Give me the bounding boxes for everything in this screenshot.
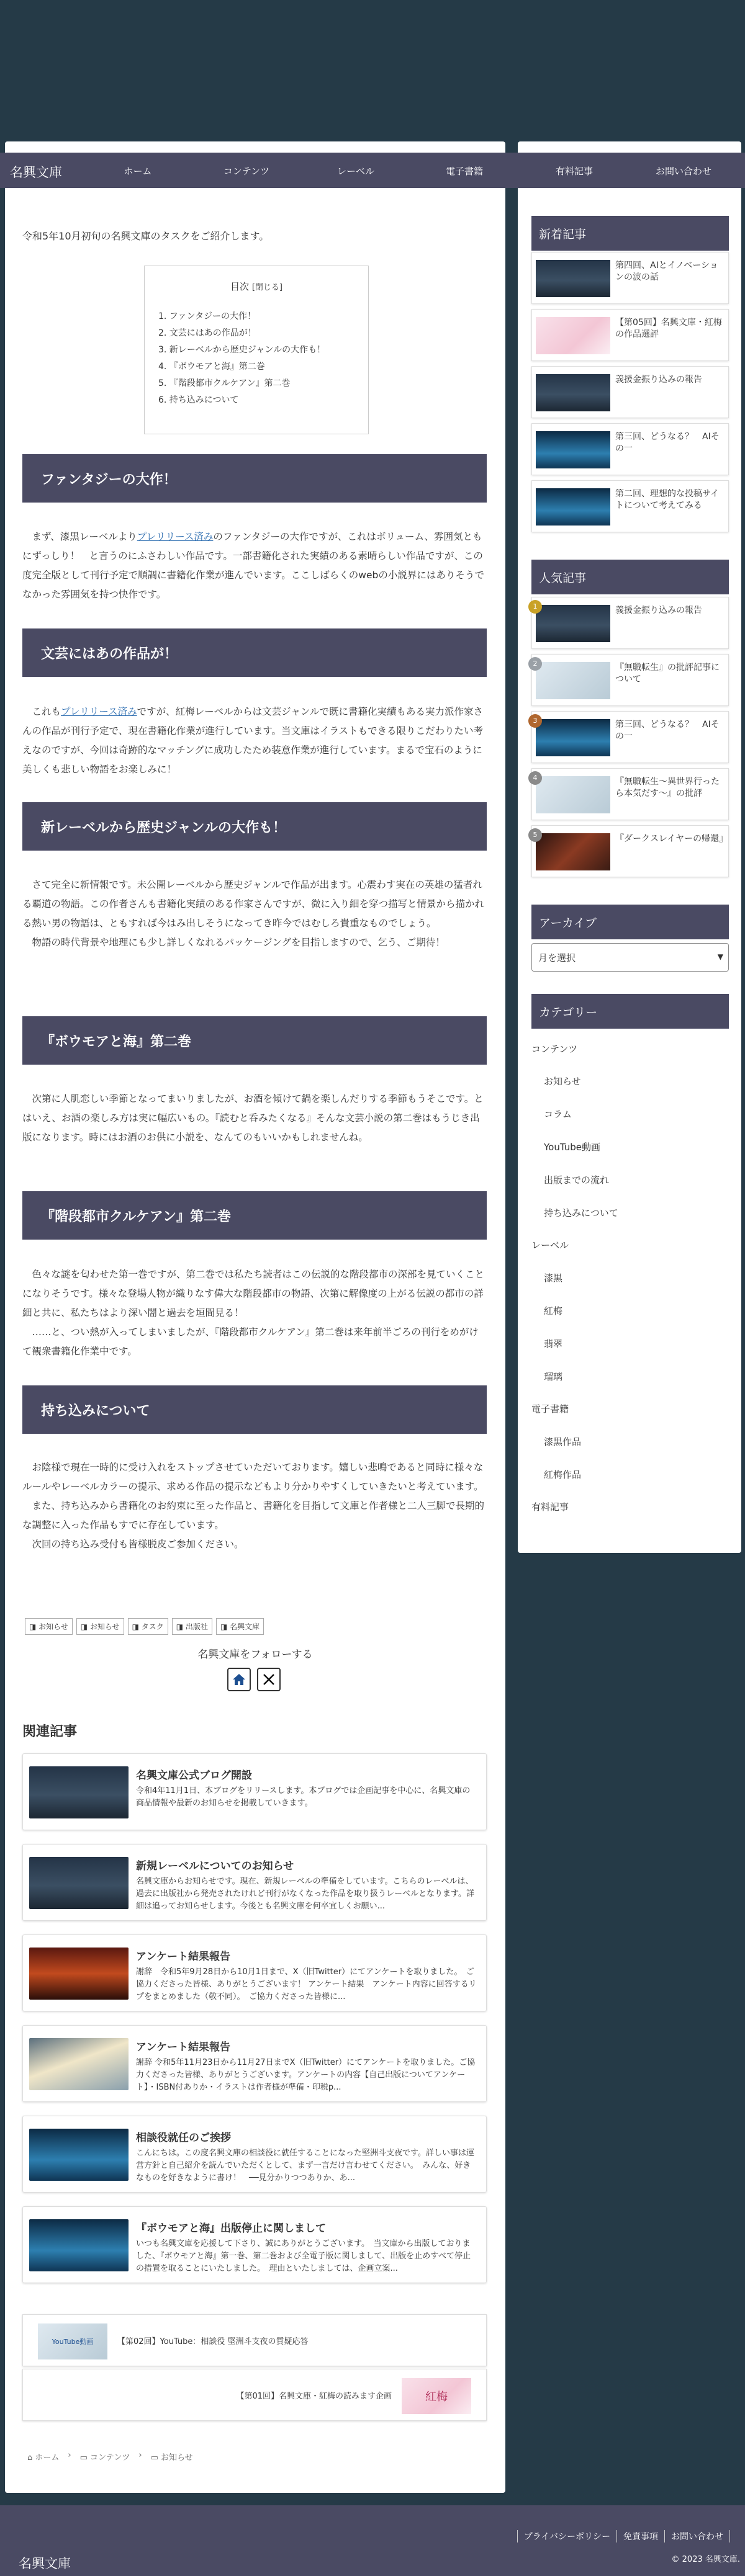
related-thumbnail [29, 2038, 129, 2090]
rank-badge: 5 [528, 828, 542, 842]
related-title: アンケート結果報告 [136, 2041, 230, 2054]
tag[interactable]: ◨ タスク [128, 1618, 168, 1635]
section-paragraph: 色々な謎を匂わせた第一巻ですが、第二巻では私たち読者はこの伝説的な階段都市の深部を見ていくことになりそうです。様々な登場人物が織りなす偉大な階段都市の物語、次第に解像度の上がる伝説の都市の詳細と共に、私たちはより深い闇と過去を垣間見る！ ……と、つい熱が入ってしまいましたが、『階段都市クルケアン』第二巻は来年前半ごろの刊行をめがけて観衆書籍化作業中です。 [22, 1269, 485, 1357]
footer-brand[interactable]: 名興文庫 [19, 2556, 71, 2571]
related-title: 名興文庫公式ブログ開設 [136, 1769, 252, 1782]
related-card[interactable] [22, 1844, 487, 1921]
archive-heading: アーカイブ [531, 905, 729, 939]
follow-label: 名興文庫をフォローする [197, 1648, 313, 1661]
nav-item-label[interactable]: レーベル [336, 166, 374, 177]
nav-item-ebook[interactable]: 電子書籍 [445, 166, 483, 177]
section-heading: ファンタジーの大作！ [22, 454, 487, 503]
toc-item[interactable]: 5. 『階段都市クルケアン』第二巻 [158, 378, 291, 388]
related-card[interactable] [22, 1753, 487, 1830]
category-item[interactable]: 漆黒 [544, 1272, 563, 1284]
tag[interactable]: ◨ 名興文庫 [216, 1618, 264, 1635]
new-post-thumbnail [536, 488, 610, 525]
new-post-thumbnail [536, 260, 610, 297]
footer-link-contact[interactable]: お問い合わせ [664, 2530, 730, 2542]
new-post-thumbnail [536, 431, 610, 468]
new-post-item[interactable]: 【第05回】名興文庫・紅梅の作品選評 [531, 309, 729, 361]
section-paragraph: まず、漆黒レーベルよりプレリリース済みのファンタジーの大作ですが、これはボリューム、雰囲気ともにずっしり！ と言うのにふさわしい作品です。一部書籍化された実績のある素晴らしい作品ですが、この度完全版として刊行予定で順調に書籍化作業が進んでいます。ここしばらくのwebの小説界にはありそうでなかった雰囲気を持つ快作です。 [22, 531, 484, 600]
related-excerpt: 名興文庫からお知らせです。現在、新規レーベルの準備をしています。こちらのレーベルは、過去に出版社から発売されたけれど刊行がなくなった作品を取り扱うレーベルとなります。詳細は追ってお知らせします。今後とも名興文庫を何卒宜しくお願い... [136, 1877, 474, 1911]
prev-post-link[interactable] [22, 2314, 487, 2366]
toc-item[interactable]: 6. 持ち込みについて [158, 395, 239, 405]
new-post-thumbnail [536, 317, 610, 354]
toc-title: 目次 [230, 281, 250, 292]
prev-post-title: 【第02回】YouTube：相談役 堅洲斗支夜の質疑応答 [117, 2337, 309, 2346]
related-excerpt: いつも名興文庫を応援して下さり、誠にありがとうございます。 当文庫から出版しておりました、『ボウモアと海』第一巻、第二巻および全電子版に関しまして、出版を止めすべて停止の措置を取ることにいたしました。 理由といたしましては、企画立案... [136, 2239, 471, 2273]
next-post-link[interactable] [22, 2369, 487, 2421]
related-thumbnail [29, 2219, 129, 2271]
popular-post-thumbnail [536, 605, 610, 642]
related-excerpt: 令和4年11月1日、本ブログをリリースします。本ブログでは企画記事を中心に、名興文庫の商品情報や最新のお知らせを掲載していきます。 [136, 1786, 471, 1808]
category-item[interactable]: 持ち込みについて [544, 1207, 618, 1219]
new-posts-heading: 新着記事 [531, 216, 729, 251]
section-heading: 『階段都市クルケアン』第二巻 [22, 1191, 487, 1240]
related-title: 新規レーベルについてのお知らせ [136, 1860, 294, 1872]
popular-post-item[interactable]: 1 義援金振り込みの報告 [531, 597, 729, 649]
related-thumbnail [29, 1857, 129, 1909]
archive-select[interactable]: 月を選択 ▼ [531, 943, 729, 972]
section-paragraph: お陰様で現在一時的に受け入れをストップさせていただいております。嬉しい悲鳴であると同時に様々なルールやレーベルカラーの提示、求める作品の提示などもより分かりやすくしていきたいと考えています。 また、持ち込みから書籍化のお約束に至った作品と、書籍化を目指して文庫と作者様と二人三脚で長期的な調整に入った作品もすでに存在しています。 次回の持ち込み受付も皆様脱皮ご参加ください。 [22, 1462, 485, 1550]
rank-badge: 1 [528, 600, 542, 614]
breadcrumb-item[interactable]: ▭ お知らせ [150, 2453, 193, 2462]
footer-links [517, 2530, 730, 2542]
prev-post-thumbnail: YouTube動画 [38, 2323, 107, 2359]
related-card[interactable] [22, 1934, 487, 2011]
new-post-item[interactable]: 義援金振り込みの報告 [531, 366, 729, 418]
related-heading: 関連記事 [22, 1724, 78, 1740]
category-item[interactable]: 瑠璃 [544, 1371, 563, 1382]
section-paragraph: これもプレリリース済みですが、紅梅レーベルからは文芸ジャンルで既に書籍化実績もある実力派作家さんの作品が刊行予定で、現在書籍化作業が進行しています。当文庫はイラストもできる限りこだわりたい考えなのですが、今回は奇跡的なマッチングに成功したため装意作業が進行しています。まるで宝石のように美しくも悲しい物語をお楽しみに！ [22, 706, 483, 775]
related-title: 『ボウモアと海』出版停止に関しまして [136, 2222, 326, 2235]
tag[interactable]: ◨ お知らせ [76, 1618, 124, 1635]
next-post-thumbnail: 紅梅 [402, 2378, 471, 2414]
nav-item-paid[interactable]: 有料記事 [555, 166, 593, 177]
popular-post-thumbnail [536, 776, 610, 813]
tag-list [25, 1618, 264, 1635]
copyright: © 2023 名興文庫. [671, 2555, 740, 2564]
popular-post-thumbnail [536, 833, 610, 870]
section-heading: 『ボウモアと海』第二巻 [22, 1016, 487, 1065]
category-item[interactable]: YouTube動画 [544, 1142, 600, 1153]
new-post-item[interactable]: 第三回、どうなる？ AIその一 [531, 423, 729, 475]
category-heading: カテゴリー [531, 994, 729, 1029]
tag[interactable]: ◨ お知らせ [25, 1618, 73, 1635]
category-item[interactable]: 翡翠 [544, 1338, 563, 1349]
related-excerpt: こんにちは。この度名興文庫の相談役に就任することになった堅洲斗支夜です。詳しい事は運営方針と自己紹介を読んでいただくとして、まず一言だけ言わせてください。 みんな、好きなものを好きなように書け！ ──見分かりつつありか、あ... [136, 2149, 474, 2183]
nav-item-contact[interactable]: お問い合わせ [655, 166, 711, 177]
related-thumbnail [29, 1766, 129, 1818]
site-brand[interactable]: 名興文庫 [10, 165, 62, 180]
rank-badge: 2 [528, 657, 542, 671]
category-item[interactable]: お知らせ [544, 1076, 581, 1087]
new-post-thumbnail [536, 374, 610, 411]
section-heading: 新レーベルから歴史ジャンルの大作も！ [22, 802, 487, 851]
section-heading: 文芸にはあの作品が！ [22, 628, 487, 677]
new-post-item[interactable]: 第二回、理想的な投稿サイトについて考えてみる [531, 480, 729, 532]
footer-link-privacy[interactable]: プライバシーポリシー [517, 2530, 616, 2542]
category-item[interactable]: 漆黒作品 [544, 1436, 582, 1447]
breadcrumb-item[interactable]: ⌂ ホーム [27, 2453, 60, 2462]
breadcrumb: ⌂ ホーム › ▭ コンテンツ › ▭ お知らせ [27, 2451, 193, 2462]
related-thumbnail [29, 2129, 129, 2181]
top-nav [0, 153, 745, 188]
popular-post-item[interactable]: 4 『無職転生〜異世界行ったら本気だす〜』の批評 [531, 768, 729, 820]
section-paragraph: 次第に人肌恋しい季節となってまいりましたが、お酒を傾けて鍋を楽しんだりする季節もうそこです。とはいえ、お酒の楽しみ方は実に幅広いもの。『読むと呑みたくなる』そんな文芸小説の第二巻はもうじき出版になります。時にはお酒のお供に小説を、なんてのもいいかもしれませんね。 [22, 1093, 484, 1143]
table-of-contents [144, 266, 369, 434]
rank-badge: 4 [528, 771, 542, 785]
related-card[interactable] [22, 2025, 487, 2102]
toc-item[interactable]: 4. 『ボウモアと海』第二巻 [158, 362, 265, 372]
related-excerpt: 謝辞 令和5年9月28日から10月1日まで、X（旧Twitter）にてアンケートを取りました。 ご協力くださった皆様、ありがとうございます！ アンケート結果 アンケート内容に回答するリプをまとめました（敬不同）。 ご協力くださった皆様に... [136, 1967, 477, 2001]
intro-text: 令和5年10月初旬の名興文庫のタスクをご紹介します。 [22, 230, 269, 242]
new-post-item[interactable]: 第四回、AIとイノベーションの波の話 [531, 252, 729, 304]
next-post-title: 【第01回】名興文庫・紅梅の読みます企画 [236, 2392, 392, 2401]
toc-item[interactable]: 3. 新レーベルから歴史ジャンルの大作も！ [158, 345, 326, 355]
section-heading: 持ち込みについて [22, 1385, 487, 1434]
popular-posts-heading: 人気記事 [531, 560, 729, 594]
x-icon[interactable] [257, 1668, 281, 1691]
category-item[interactable]: レーベル [531, 1240, 569, 1251]
category-item[interactable]: 有料記事 [531, 1501, 569, 1513]
nav-item-contents[interactable]: コンテンツ [223, 166, 270, 177]
breadcrumb-item[interactable]: ▭ コンテンツ [79, 2453, 130, 2462]
related-title: 相談役就任のご挨拶 [136, 2132, 231, 2144]
prerelease-link[interactable]: プレリリース済み [61, 706, 137, 717]
related-title: アンケート結果報告 [136, 1951, 230, 1963]
home-icon[interactable] [227, 1668, 251, 1691]
related-card[interactable] [22, 2116, 487, 2193]
toc-item[interactable]: 2. 文芸にはあの作品が！ [158, 328, 256, 338]
category-item[interactable]: 電子書籍 [531, 1403, 569, 1415]
nav-item-home[interactable]: ホーム [124, 166, 152, 177]
category-item[interactable]: コンテンツ [531, 1044, 578, 1055]
category-item[interactable]: 紅梅 [544, 1305, 563, 1317]
footer-link-disclaimer[interactable]: 免責事項 [616, 2530, 664, 2542]
prerelease-link[interactable]: プレリリース済み [137, 531, 214, 542]
site-footer [0, 2505, 745, 2576]
related-excerpt: 謝辞 令和5年11月23日から11月27日までX（旧Twitter）にてアンケートを取りました。ご協力くださった皆様、ありがとうございます。アンケートの内容【自己出版についてアンケート】・ISBN付ありか・イラストは作者様が準備・印税p... [136, 2058, 476, 2092]
related-card[interactable] [22, 2206, 487, 2283]
toc-item[interactable]: 1. ファンタジーの大作！ [158, 311, 256, 321]
tag[interactable]: ◨ 出版社 [172, 1618, 212, 1635]
popular-post-item[interactable]: 2 『無職転生』の批評記事について [531, 654, 729, 706]
toc-toggle[interactable]: [閉じる] [251, 283, 282, 292]
section-paragraph: さて完全に新情報です。未公開レーベルから歴史ジャンルで作品が出ます。心震わす実在の英雄の猛者れる覇道の物語。この作者さんも書籍化実績のある作家さんですが、微に入り細を穿つ描写と情景から描かれる熱い男の物語は、ともすれば今はみ出しそうになってき昨今ではむしろ貴重なものでしょう。 物語の時代背景や地理にも少し詳しくなれるパッケージングを目指しますので、乞う、ご期待！ [22, 879, 485, 948]
popular-post-item[interactable]: 3 第三回、どうなる？ AIその一 [531, 711, 729, 763]
popular-post-thumbnail [536, 662, 610, 699]
category-item[interactable]: コラム [544, 1109, 572, 1120]
rank-badge: 3 [528, 714, 542, 728]
popular-post-thumbnail [536, 719, 610, 756]
category-item[interactable]: 出版までの流れ [544, 1174, 610, 1186]
category-item[interactable]: 紅梅作品 [544, 1469, 582, 1480]
popular-post-item[interactable]: 5 『ダークスレイヤーの帰還』 [531, 825, 729, 877]
related-thumbnail [29, 1948, 129, 2000]
chevron-down-icon: ▼ [717, 952, 723, 961]
